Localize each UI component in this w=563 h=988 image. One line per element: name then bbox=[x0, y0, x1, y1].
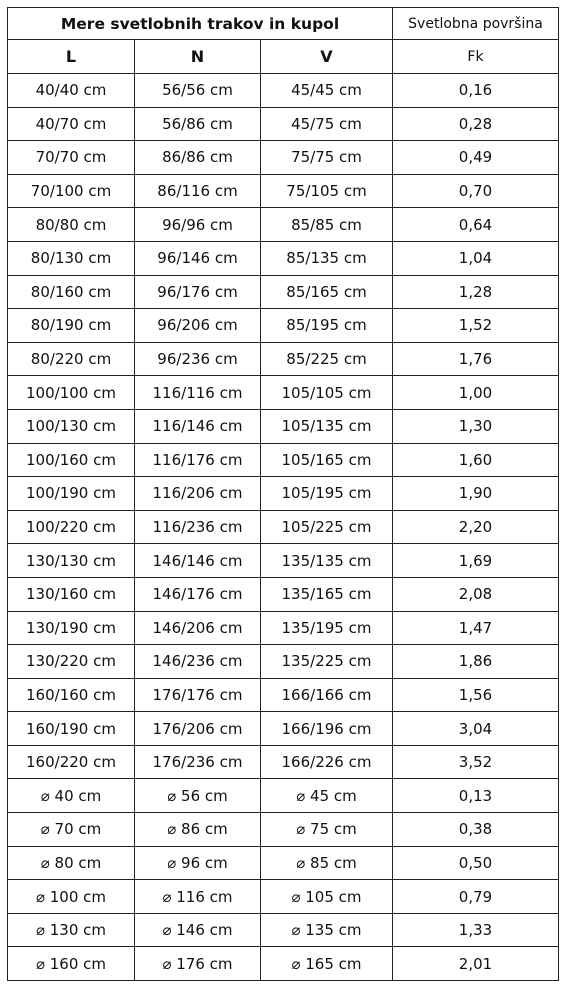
table-row bbox=[8, 107, 559, 141]
cell-v: 135/165 cm bbox=[261, 577, 393, 611]
cell-l: 100/190 cm bbox=[8, 477, 135, 511]
table-row bbox=[8, 174, 559, 208]
column-header-row bbox=[8, 40, 559, 74]
cell-v: 135/195 cm bbox=[261, 611, 393, 645]
cell-fk: 1,52 bbox=[393, 309, 559, 343]
cell-n: 96/236 cm bbox=[135, 342, 261, 376]
cell-l: ⌀ 80 cm bbox=[8, 846, 135, 880]
table-body bbox=[8, 74, 559, 981]
cell-l: 70/70 cm bbox=[8, 141, 135, 175]
table-title: Mere svetlobnih trakov in kupol bbox=[8, 8, 393, 40]
cell-n: 116/206 cm bbox=[135, 477, 261, 511]
cell-v: 166/166 cm bbox=[261, 678, 393, 712]
cell-v: 85/195 cm bbox=[261, 309, 393, 343]
cell-n: 146/176 cm bbox=[135, 577, 261, 611]
column-header-l: L bbox=[8, 40, 135, 74]
table-row bbox=[8, 309, 559, 343]
cell-l: 100/130 cm bbox=[8, 409, 135, 443]
cell-l: 80/160 cm bbox=[8, 275, 135, 309]
cell-n: ⌀ 146 cm bbox=[135, 913, 261, 947]
cell-l: ⌀ 160 cm bbox=[8, 947, 135, 981]
cell-fk: 3,52 bbox=[393, 745, 559, 779]
cell-l: 80/220 cm bbox=[8, 342, 135, 376]
cell-v: 105/225 cm bbox=[261, 510, 393, 544]
cell-n: 116/236 cm bbox=[135, 510, 261, 544]
cell-v: 85/85 cm bbox=[261, 208, 393, 242]
cell-l: 100/100 cm bbox=[8, 376, 135, 410]
cell-v: 75/105 cm bbox=[261, 174, 393, 208]
table-row bbox=[8, 577, 559, 611]
cell-fk: 0,13 bbox=[393, 779, 559, 813]
cell-v: 105/135 cm bbox=[261, 409, 393, 443]
cell-v: 166/196 cm bbox=[261, 712, 393, 746]
cell-fk: 1,90 bbox=[393, 477, 559, 511]
cell-fk: 0,28 bbox=[393, 107, 559, 141]
cell-fk: 1,47 bbox=[393, 611, 559, 645]
dimensions-table bbox=[7, 7, 559, 981]
table-row bbox=[8, 779, 559, 813]
table-row bbox=[8, 678, 559, 712]
surface-header: Svetlobna površina bbox=[393, 8, 559, 40]
cell-l: 40/70 cm bbox=[8, 107, 135, 141]
cell-l: 130/190 cm bbox=[8, 611, 135, 645]
cell-fk: 0,16 bbox=[393, 74, 559, 108]
cell-l: 80/80 cm bbox=[8, 208, 135, 242]
cell-fk: 2,08 bbox=[393, 577, 559, 611]
cell-fk: 3,04 bbox=[393, 712, 559, 746]
cell-v: 135/135 cm bbox=[261, 544, 393, 578]
cell-fk: 0,64 bbox=[393, 208, 559, 242]
cell-l: 130/220 cm bbox=[8, 645, 135, 679]
cell-n: 116/176 cm bbox=[135, 443, 261, 477]
cell-v: ⌀ 75 cm bbox=[261, 813, 393, 847]
column-header-n: N bbox=[135, 40, 261, 74]
cell-fk: 1,30 bbox=[393, 409, 559, 443]
cell-n: 96/206 cm bbox=[135, 309, 261, 343]
cell-n: 176/236 cm bbox=[135, 745, 261, 779]
table-row bbox=[8, 745, 559, 779]
cell-v: 75/75 cm bbox=[261, 141, 393, 175]
cell-n: 56/56 cm bbox=[135, 74, 261, 108]
table-row bbox=[8, 544, 559, 578]
cell-v: 135/225 cm bbox=[261, 645, 393, 679]
cell-fk: 1,56 bbox=[393, 678, 559, 712]
cell-fk: 0,50 bbox=[393, 846, 559, 880]
cell-v: 85/165 cm bbox=[261, 275, 393, 309]
table-row bbox=[8, 913, 559, 947]
cell-l: 160/220 cm bbox=[8, 745, 135, 779]
cell-v: 45/45 cm bbox=[261, 74, 393, 108]
table-row bbox=[8, 443, 559, 477]
table-row bbox=[8, 141, 559, 175]
cell-v: 105/105 cm bbox=[261, 376, 393, 410]
cell-fk: 1,00 bbox=[393, 376, 559, 410]
cell-l: 40/40 cm bbox=[8, 74, 135, 108]
cell-v: 45/75 cm bbox=[261, 107, 393, 141]
table-row bbox=[8, 611, 559, 645]
cell-n: 96/146 cm bbox=[135, 241, 261, 275]
cell-fk: 1,04 bbox=[393, 241, 559, 275]
cell-fk: 1,69 bbox=[393, 544, 559, 578]
cell-n: 176/206 cm bbox=[135, 712, 261, 746]
cell-l: ⌀ 40 cm bbox=[8, 779, 135, 813]
cell-fk: 0,38 bbox=[393, 813, 559, 847]
table-row bbox=[8, 645, 559, 679]
cell-n: 116/146 cm bbox=[135, 409, 261, 443]
cell-fk: 1,33 bbox=[393, 913, 559, 947]
cell-n: 176/176 cm bbox=[135, 678, 261, 712]
cell-l: 130/130 cm bbox=[8, 544, 135, 578]
table-row bbox=[8, 409, 559, 443]
cell-fk: 1,86 bbox=[393, 645, 559, 679]
cell-v: 166/226 cm bbox=[261, 745, 393, 779]
cell-l: 130/160 cm bbox=[8, 577, 135, 611]
cell-v: 105/195 cm bbox=[261, 477, 393, 511]
cell-fk: 1,28 bbox=[393, 275, 559, 309]
table-row bbox=[8, 376, 559, 410]
cell-v: 85/225 cm bbox=[261, 342, 393, 376]
cell-l: ⌀ 100 cm bbox=[8, 880, 135, 914]
table-row bbox=[8, 275, 559, 309]
cell-n: ⌀ 96 cm bbox=[135, 846, 261, 880]
cell-l: 70/100 cm bbox=[8, 174, 135, 208]
column-header-v: V bbox=[261, 40, 393, 74]
cell-n: 56/86 cm bbox=[135, 107, 261, 141]
cell-fk: 1,76 bbox=[393, 342, 559, 376]
cell-l: 160/190 cm bbox=[8, 712, 135, 746]
column-header-fk: Fk bbox=[393, 40, 559, 74]
table-row bbox=[8, 813, 559, 847]
cell-n: 96/176 cm bbox=[135, 275, 261, 309]
cell-n: 146/236 cm bbox=[135, 645, 261, 679]
cell-v: 85/135 cm bbox=[261, 241, 393, 275]
cell-v: ⌀ 85 cm bbox=[261, 846, 393, 880]
table-row bbox=[8, 342, 559, 376]
cell-l: 160/160 cm bbox=[8, 678, 135, 712]
cell-n: ⌀ 176 cm bbox=[135, 947, 261, 981]
cell-v: ⌀ 135 cm bbox=[261, 913, 393, 947]
table-row bbox=[8, 477, 559, 511]
table-row bbox=[8, 74, 559, 108]
cell-l: 80/130 cm bbox=[8, 241, 135, 275]
cell-n: ⌀ 56 cm bbox=[135, 779, 261, 813]
cell-fk: 2,01 bbox=[393, 947, 559, 981]
cell-l: ⌀ 70 cm bbox=[8, 813, 135, 847]
cell-fk: 0,49 bbox=[393, 141, 559, 175]
table-row bbox=[8, 846, 559, 880]
table-row bbox=[8, 880, 559, 914]
cell-n: ⌀ 116 cm bbox=[135, 880, 261, 914]
cell-l: 80/190 cm bbox=[8, 309, 135, 343]
cell-v: ⌀ 45 cm bbox=[261, 779, 393, 813]
cell-n: ⌀ 86 cm bbox=[135, 813, 261, 847]
cell-v: ⌀ 105 cm bbox=[261, 880, 393, 914]
table-row bbox=[8, 712, 559, 746]
cell-v: ⌀ 165 cm bbox=[261, 947, 393, 981]
cell-fk: 0,79 bbox=[393, 880, 559, 914]
cell-n: 86/86 cm bbox=[135, 141, 261, 175]
cell-n: 146/146 cm bbox=[135, 544, 261, 578]
cell-n: 116/116 cm bbox=[135, 376, 261, 410]
table-row bbox=[8, 947, 559, 981]
title-row bbox=[8, 8, 559, 40]
cell-n: 96/96 cm bbox=[135, 208, 261, 242]
cell-v: 105/165 cm bbox=[261, 443, 393, 477]
table-row bbox=[8, 208, 559, 242]
cell-l: 100/160 cm bbox=[8, 443, 135, 477]
cell-fk: 2,20 bbox=[393, 510, 559, 544]
table-row bbox=[8, 241, 559, 275]
cell-l: ⌀ 130 cm bbox=[8, 913, 135, 947]
cell-l: 100/220 cm bbox=[8, 510, 135, 544]
table-row bbox=[8, 510, 559, 544]
cell-fk: 0,70 bbox=[393, 174, 559, 208]
cell-fk: 1,60 bbox=[393, 443, 559, 477]
cell-n: 86/116 cm bbox=[135, 174, 261, 208]
cell-n: 146/206 cm bbox=[135, 611, 261, 645]
